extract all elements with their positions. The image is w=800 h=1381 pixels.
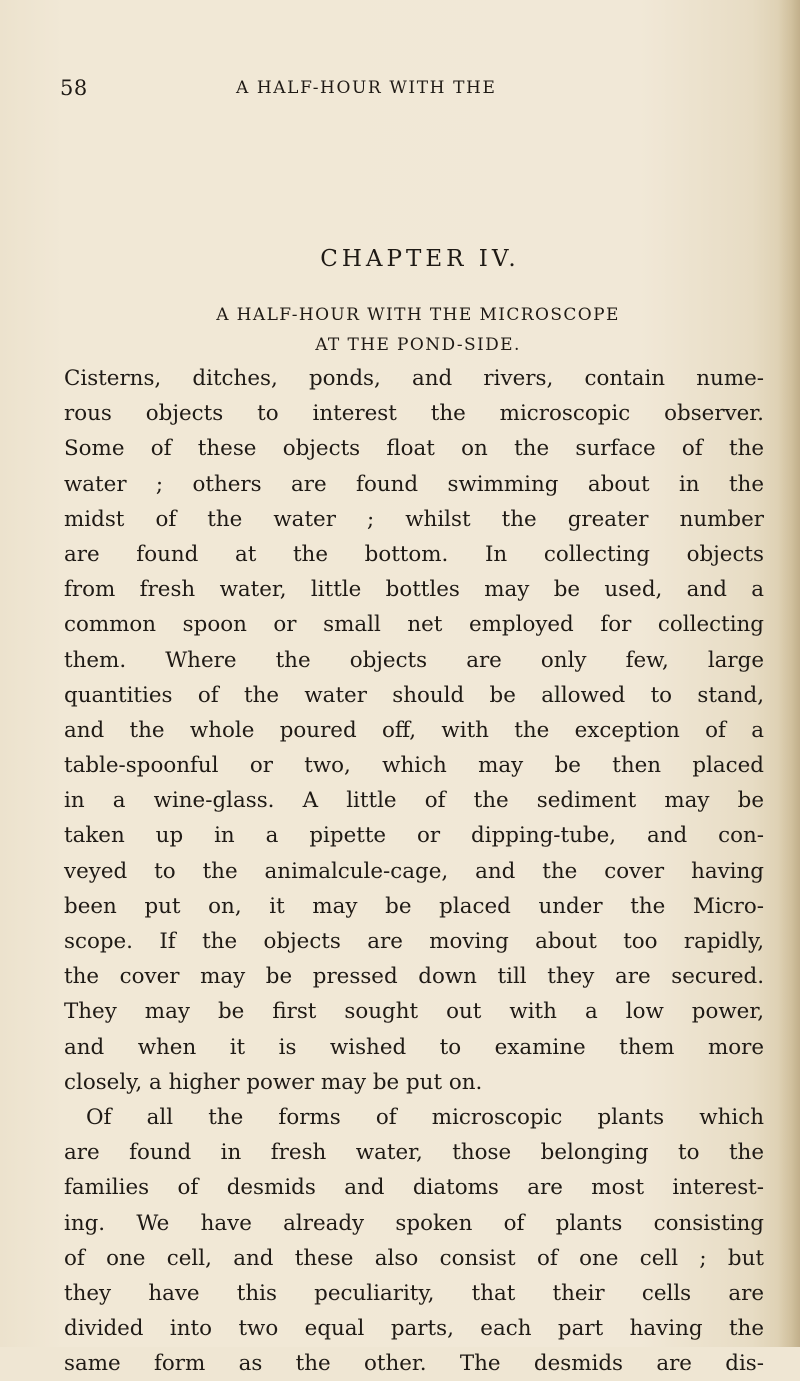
- text-line: closely, a higher power may be put on.: [64, 1069, 483, 1095]
- text-line: water ; others are found swimming about in the: [64, 471, 764, 497]
- text-line: been put on, it may be placed under the Micro-: [64, 893, 764, 919]
- chapter-subtitle: [0, 300, 800, 360]
- text-line: Cisterns, ditches, ponds, and rivers, contain nume-: [64, 366, 764, 391]
- text-line: they have this peculiarity, that their cells are: [64, 1280, 764, 1306]
- text-line: veyed to the animalcule-cage, and the cover having: [64, 858, 764, 884]
- body-text: [64, 361, 764, 1381]
- text-line: midst of the water ; whilst the greater number: [64, 506, 764, 532]
- text-line: Of all the forms of microscopic plants which: [86, 1104, 764, 1130]
- text-line: them. Where the objects are only few, large: [64, 647, 764, 673]
- page-edge-shadow: [778, 0, 800, 1347]
- text-line: same form as the other. The desmids are dis-: [64, 1351, 764, 1377]
- text-line: divided into two equal parts, each part having the: [64, 1316, 764, 1342]
- text-line: from fresh water, little bottles may be used, and a: [64, 577, 764, 603]
- text-line: ing. We have already spoken of plants consisting: [64, 1210, 764, 1236]
- text-line: are found at the bottom. In collecting objects: [64, 541, 764, 567]
- running-title: A HALF-HOUR WITH THE: [236, 78, 497, 98]
- running-head: [0, 76, 800, 106]
- text-line: families of desmids and diatoms are most interest-: [64, 1175, 764, 1201]
- text-line: are found in fresh water, those belonging to the: [64, 1140, 764, 1166]
- text-line: rous objects to interest the microscopic observer.: [64, 401, 764, 427]
- text-line: common spoon or small net employed for collecting: [64, 612, 764, 638]
- chapter-subtitle-line: A HALF-HOUR WITH THE MICROSCOPE: [216, 305, 620, 325]
- chapter-subtitle-line: AT THE POND-SIDE.: [315, 335, 521, 355]
- text-line: quantities of the water should be allowed to stand,: [64, 682, 764, 708]
- text-line: Some of these objects float on the surface of the: [64, 436, 764, 462]
- text-line: and the whole poured off, with the exception of a: [64, 717, 764, 743]
- text-line: the cover may be pressed down till they are secured.: [64, 964, 764, 990]
- text-line: They may be first sought out with a low power,: [64, 999, 764, 1025]
- text-line: table-spoonful or two, which may be then placed: [64, 753, 764, 779]
- page-number: 58: [60, 76, 88, 100]
- text-line: and when it is wished to examine them more: [64, 1034, 764, 1060]
- text-line: scope. If the objects are moving about too rapidly,: [64, 929, 764, 954]
- chapter-heading: CHAPTER IV.: [320, 246, 520, 272]
- text-line: in a wine-glass. A little of the sediment may be: [64, 788, 764, 814]
- text-line: taken up in a pipette or dipping-tube, and con-: [64, 823, 764, 849]
- text-line: of one cell, and these also consist of one cell ; but: [64, 1245, 764, 1271]
